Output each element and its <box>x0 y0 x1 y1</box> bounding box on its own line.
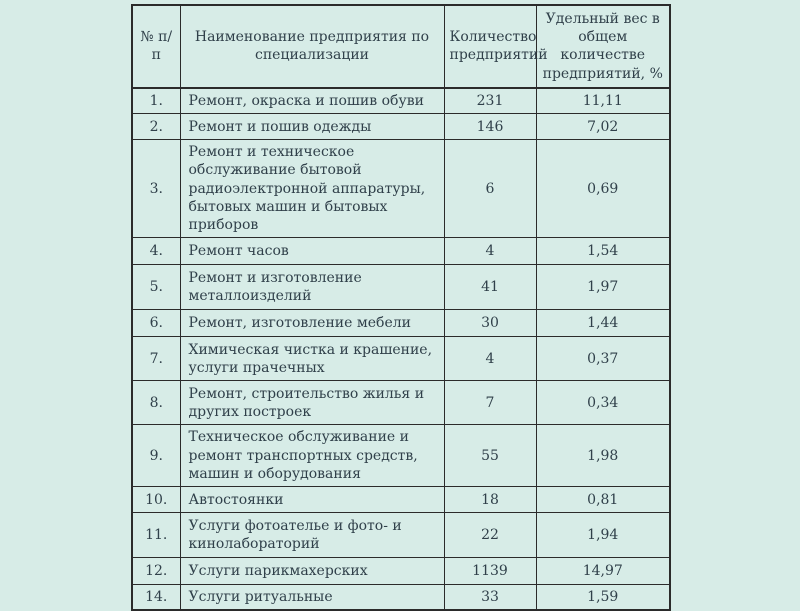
cell-share: 1,54 <box>536 238 670 265</box>
cell-number: 3. <box>132 140 180 238</box>
cell-count: 1139 <box>444 558 536 585</box>
cell-name: Ремонт и пошив одежды <box>180 114 444 140</box>
cell-count: 146 <box>444 114 536 140</box>
cell-number: 8. <box>132 381 180 425</box>
cell-name: Ремонт, изготовление мебели <box>180 310 444 337</box>
cell-name: Ремонт, строительство жилья и других построек <box>180 381 444 425</box>
cell-share: 0,34 <box>536 381 670 425</box>
cell-number: 5. <box>132 265 180 310</box>
table-row <box>132 585 670 611</box>
cell-name: Услуги фотоателье и фото- и кинолабораторий <box>180 513 444 558</box>
table-row <box>132 114 670 140</box>
cell-share: 0,37 <box>536 337 670 381</box>
table-row <box>132 88 670 114</box>
header-enterprise-count: Количество предприятий <box>444 5 536 88</box>
cell-number: 10. <box>132 487 180 513</box>
table-row <box>132 425 670 487</box>
header-share-percent: Удельный вес в общем количестве предприятий, % <box>536 5 670 88</box>
table-row <box>132 238 670 265</box>
cell-share: 0,69 <box>536 140 670 238</box>
cell-name: Ремонт и техническое обслуживание бытовой радиоэлектронной аппаратуры, бытовых машин и бытовых приборов <box>180 140 444 238</box>
cell-count: 4 <box>444 337 536 381</box>
cell-count: 41 <box>444 265 536 310</box>
cell-count: 7 <box>444 381 536 425</box>
cell-count: 18 <box>444 487 536 513</box>
cell-name: Ремонт часов <box>180 238 444 265</box>
table-row <box>132 381 670 425</box>
cell-count: 30 <box>444 310 536 337</box>
cell-number: 12. <box>132 558 180 585</box>
cell-share: 1,98 <box>536 425 670 487</box>
cell-number: 1. <box>132 88 180 114</box>
table-row <box>132 140 670 238</box>
table-row <box>132 265 670 310</box>
cell-share: 1,59 <box>536 585 670 611</box>
enterprises-specialization-table <box>131 4 671 611</box>
cell-share: 1,94 <box>536 513 670 558</box>
cell-count: 231 <box>444 88 536 114</box>
cell-number: 7. <box>132 337 180 381</box>
cell-share: 1,44 <box>536 310 670 337</box>
cell-number: 9. <box>132 425 180 487</box>
cell-count: 4 <box>444 238 536 265</box>
cell-name: Услуги парикмахерских <box>180 558 444 585</box>
cell-share: 7,02 <box>536 114 670 140</box>
cell-name: Техническое обслуживание и ремонт транспортных средств, машин и оборудования <box>180 425 444 487</box>
cell-share: 1,97 <box>536 265 670 310</box>
table-row <box>132 558 670 585</box>
header-number: № п/п <box>132 5 180 88</box>
table-row <box>132 310 670 337</box>
cell-name: Услуги ритуальные <box>180 585 444 611</box>
cell-name: Автостоянки <box>180 487 444 513</box>
table-row <box>132 513 670 558</box>
cell-number: 6. <box>132 310 180 337</box>
cell-share: 14,97 <box>536 558 670 585</box>
cell-name: Ремонт, окраска и пошив обуви <box>180 88 444 114</box>
cell-number: 14. <box>132 585 180 611</box>
cell-number: 2. <box>132 114 180 140</box>
cell-count: 55 <box>444 425 536 487</box>
cell-number: 11. <box>132 513 180 558</box>
cell-count: 33 <box>444 585 536 611</box>
cell-share: 11,11 <box>536 88 670 114</box>
table-row <box>132 337 670 381</box>
table-header-row <box>132 5 670 88</box>
header-enterprise-name: Наименование предприятия по специализации <box>180 5 444 88</box>
cell-number: 4. <box>132 238 180 265</box>
cell-name: Ремонт и изготовление металлоизделий <box>180 265 444 310</box>
table-row <box>132 487 670 513</box>
cell-share: 0,81 <box>536 487 670 513</box>
cell-name: Химическая чистка и крашение, услуги прачечных <box>180 337 444 381</box>
cell-count: 22 <box>444 513 536 558</box>
cell-count: 6 <box>444 140 536 238</box>
